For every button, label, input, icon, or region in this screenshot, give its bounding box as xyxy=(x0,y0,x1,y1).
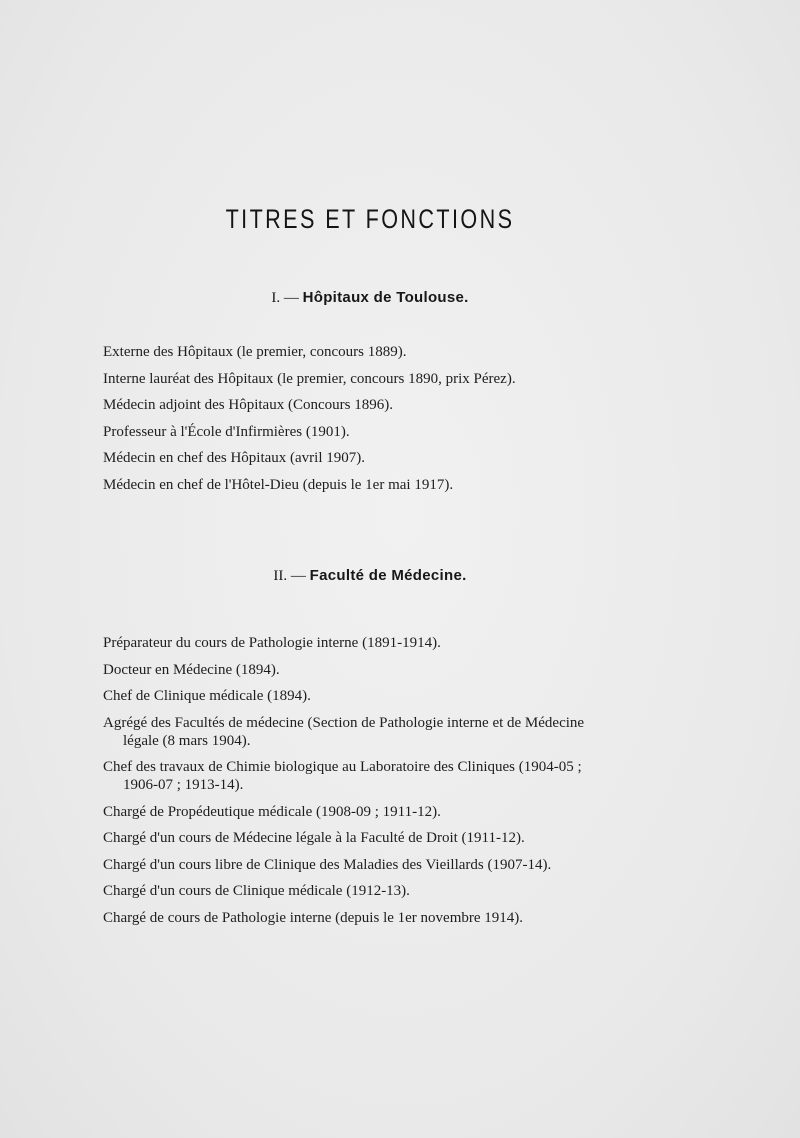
section-heading-faculte xyxy=(0,567,740,585)
list-item xyxy=(103,710,703,755)
section-name: Hôpitaux de Toulouse. xyxy=(302,289,469,306)
list-item: Médecin adjoint des Hôpitaux (Concours 1896). xyxy=(103,397,393,413)
list-item: Professeur à l'École d'Infirmières (1901). xyxy=(103,423,350,440)
list-item: Chargé d'un cours libre de Clinique des Maladies des Vieillards (1907-14). xyxy=(103,856,552,873)
list-item: Préparateur du cours de Pathologie interne (1891-1914). xyxy=(103,635,441,651)
list-item: Chargé d'un cours de Médecine légale à la Faculté de Droit (1911-12). xyxy=(103,830,525,846)
section-number: II. — xyxy=(273,568,306,584)
list-item: Médecin en chef de l'Hôtel-Dieu (depuis le 1er mai 1917). xyxy=(103,476,454,493)
list-item: Chef de Clinique médicale (1894). xyxy=(103,688,311,704)
section-heading-hopitaux xyxy=(0,289,740,307)
list-item: Médecin en chef des Hôpitaux (avril 1907). xyxy=(103,450,365,466)
section-number: I. — xyxy=(271,290,299,306)
section-name: Faculté de Médecine. xyxy=(309,567,467,584)
list-item: Externe des Hôpitaux (le premier, concours 1889). xyxy=(103,344,407,360)
section-list-hopitaux xyxy=(103,339,703,498)
list-item: Chargé d'un cours de Clinique médicale (1912-13). xyxy=(103,883,410,899)
section-list-faculte xyxy=(103,630,703,931)
list-item: Chargé de Propédeutique médicale (1908-09 ; 1911-12). xyxy=(103,803,441,820)
list-item: Chargé de cours de Pathologie interne (depuis le 1er novembre 1914). xyxy=(103,909,524,926)
page-title: TITRES ET FONCTIONS xyxy=(225,204,515,234)
list-item-line: Chef des travaux de Chimie biologique au Laboratoire des Cliniques (1904-05 ; xyxy=(103,759,582,775)
list-item xyxy=(103,754,703,799)
list-item-continuation: 1906-07 ; 1913-14). xyxy=(123,777,244,793)
list-item: Docteur en Médecine (1894). xyxy=(103,661,280,678)
list-item-line: Agrégé des Facultés de médecine (Section de Pathologie interne et de Médecine xyxy=(103,714,585,731)
list-item-continuation: légale (8 mars 1904). xyxy=(123,732,251,749)
list-item: Interne lauréat des Hôpitaux (le premier, concours 1890, prix Pérez). xyxy=(103,370,516,387)
